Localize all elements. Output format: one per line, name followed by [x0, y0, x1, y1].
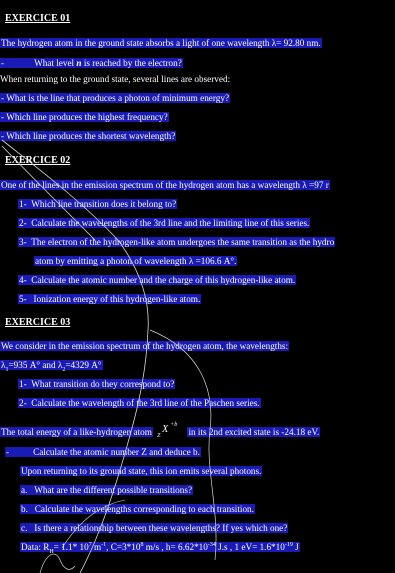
exercise-3-item-2: 2- Calculate the wavelength of the 3rd line of the Paschen series. — [19, 398, 260, 408]
exercise-3-title: EXERCICE 03 — [5, 317, 71, 328]
exercise-3-intro: We consider in the emission spectrum of the hydrogen atom, the wavelengths: — [1, 341, 289, 351]
ion-symbol: Z X +b — [157, 422, 178, 439]
exercise-3-sub-c: c. Is there a relationship between these wavelengths? If yes which one? — [21, 523, 288, 533]
exercise-1-question-1: - What is the line that produces a photon of minimum energy? — [1, 93, 230, 103]
exercise-1-returning-text: When returning to the ground state, several lines are observed: — [0, 74, 231, 84]
exercise-1-intro: The hydrogen atom in the ground state absorbs a light of one wavelength λ= 92.80 nm. — [1, 38, 321, 48]
exercise-2-item-2: 2- Calculate the wavelengths of the 3rd line and the limiting line of this series. — [19, 218, 310, 228]
exercise-2-intro: One of the lines in the emission spectrum of the hydrogen atom has a wavelength λ =97 r — [1, 180, 329, 190]
exercise-3-item-1: 1- What transition do they correspond to? — [19, 379, 175, 389]
scribble-stroke-4 — [40, 554, 75, 573]
exercise-3-wavelengths: $\lambda_1=935$ A° and $\lambda_2=4329$ A° — [1, 360, 102, 373]
exercise-2-item-4: 4- Calculate the atomic number and the charge of this hydrogen-like atom. — [19, 275, 296, 285]
exercise-3-energy-statement: The total energy of a like-hydrogen atom Z X +b in its 2nd excited state is -24.18 eV. — [1, 422, 320, 439]
exercise-3-data: Data: $R_H= 1.1*$ $10^7$ $m^{-1}$, $C=3*10^8$ m/s , $h= 6.62*10^{-34}$ J.s , 1 $eV= 1.6*10^{-19}$ J — [21, 541, 299, 555]
exercise-1-question-level: - What level n is reached by the electron? — [1, 58, 182, 68]
exercise-3-sub-b: b. Calculate the wavelengths corresponding to each transition. — [21, 504, 254, 514]
exercise-2-item-5: 5- Ionization energy of this hydrogen-like atom. — [19, 294, 201, 304]
exercise-1-question-3: - Which line produces the shortest wavelength? — [1, 131, 176, 141]
exercise-2-title: EXERCICE 02 — [5, 155, 71, 166]
exercise-3-upon: Upon returning to its ground state, this ion emits several photons. — [21, 466, 262, 476]
exercise-2-item-1: 1- Which line transition does it belong to? — [19, 199, 177, 209]
exercise-1-title: EXERCICE 01 — [5, 13, 71, 24]
exercise-3-sub-a: a. What are the different possible transitions? — [21, 485, 193, 495]
exercise-3-calc: - Calculate the atomic number Z and deduce b. — [6, 447, 200, 457]
exercise-1-question-2: - Which line produces the highest frequency? — [1, 112, 168, 122]
exercise-2-item-3: 3- The electron of the hydrogen-like atom undergoes the same transition as the hydro — [19, 237, 335, 247]
exercise-2-item-3-continued: atom by emitting a photon of wavelength λ =106.6 A°. — [35, 256, 237, 266]
